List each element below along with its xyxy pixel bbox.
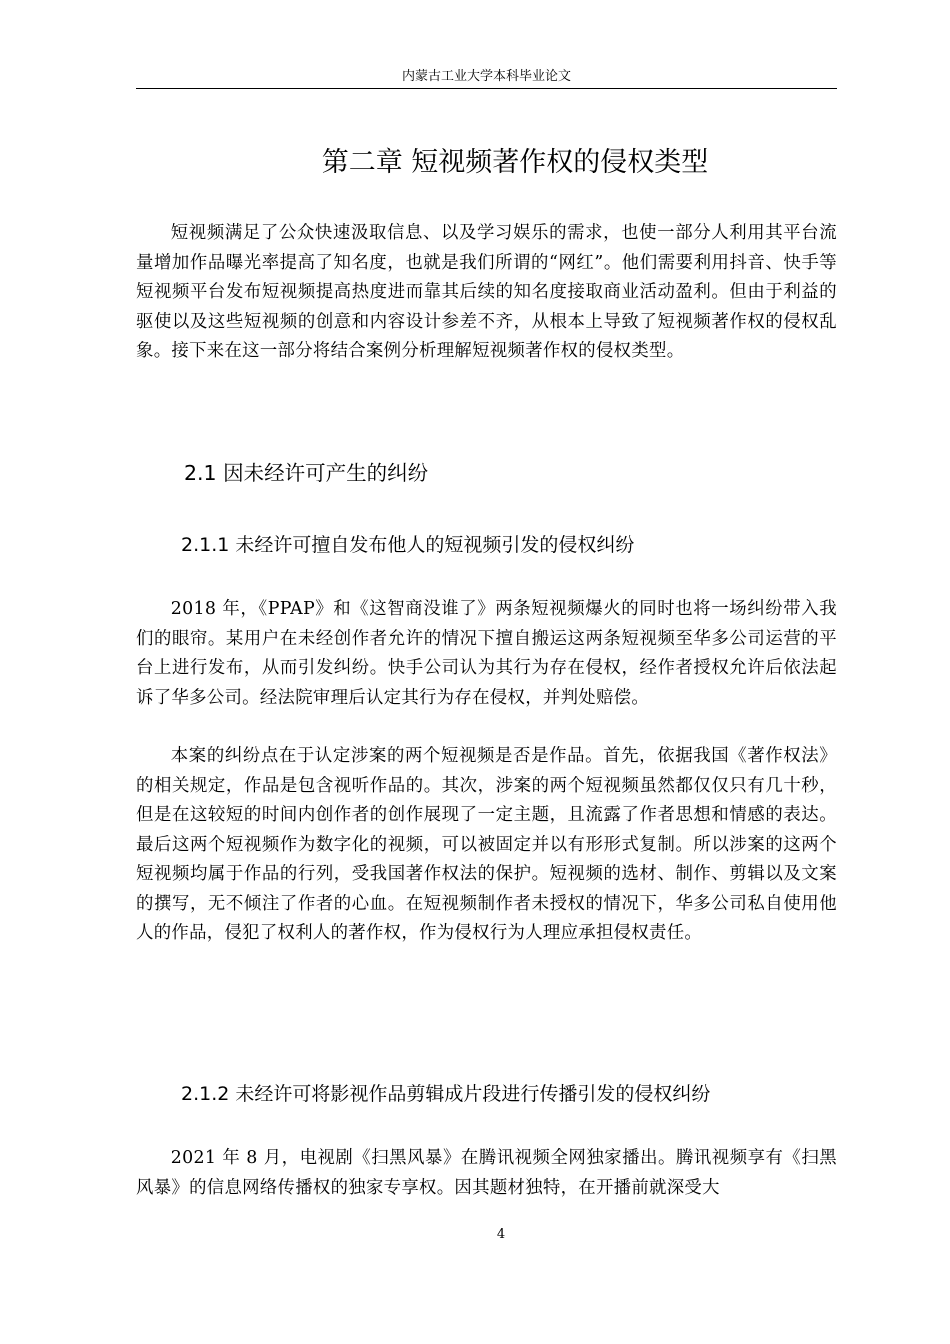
section-heading-2-1-2: 2.1.2 未经许可将影视作品剪辑成片段进行传播引发的侵权纠纷 bbox=[181, 1083, 711, 1105]
case-paragraph-saohei: 2021 年 8 月，电视剧《扫黑风暴》在腾讯视频全网独家播出。腾讯视频享有《扫黑风暴》的信息网络传播权的独家专享权。因其题材独特，在开播前就深受大 bbox=[136, 1148, 837, 1198]
header-rule bbox=[136, 88, 837, 89]
section-heading-2-1: 2.1 因未经许可产生的纠纷 bbox=[184, 461, 429, 485]
page-number: 4 bbox=[496, 1227, 506, 1242]
intro-paragraph: 短视频满足了公众快速汲取信息、以及学习娱乐的需求，也使一部分人利用其平台流量增加作品曝光率提高了知名度，也就是我们所谓的“网红”。他们需要利用抖音、快手等短视频平台发布短视频提高热度进而靠其后续的知名度接取商业活动盈利。但由于利益的驱使以及这些短视频的创意和内容设计参差不齐，从根本上导致了短视频著作权的侵权乱象。接下来在这一部分将结合案例分析理解短视频著作权的侵权类型。 bbox=[136, 223, 837, 361]
analysis-paragraph-ppap: 本案的纠纷点在于认定涉案的两个短视频是否是作品。首先，依据我国《著作权法》的相关规定，作品是包含视听作品的。其次，涉案的两个短视频虽然都仅仅只有几十秒，但是在这较短的时间内创作者的创作展现了一定主题，且流露了作者思想和情感的表达。最后这两个短视频作为数字化的视频，可以被固定并以有形形式复制。所以涉案的这两个短视频均属于作品的行列，受我国著作权法的保护。短视频的选材、制作、剪辑以及文案的撰写，无不倾注了作者的心血。在短视频制作者未授权的情况下，华多公司私自使用他人的作品，侵犯了权利人的著作权，作为侵权行为人理应承担侵权责任。 bbox=[136, 746, 837, 943]
running-header: 内蒙古工业大学本科毕业论文 bbox=[401, 69, 571, 84]
case-paragraph-ppap: 2018 年，《PPAP》和《这智商没谁了》两条短视频爆火的同时也将一场纠纷带入我们的眼帘。某用户在未经创作者允许的情况下擅自搬运这两条短视频至华多公司运营的平台上进行发布，从而引发纠纷。快手公司认为其行为存在侵权，经作者授权允许后依法起诉了华多公司。经法院审理后认定其行为存在侵权，并判处赔偿。 bbox=[136, 599, 837, 708]
section-heading-2-1-1: 2.1.1 未经许可擅自发布他人的短视频引发的侵权纠纷 bbox=[181, 534, 635, 556]
chapter-title: 第二章 短视频著作权的侵权类型 bbox=[321, 147, 709, 178]
